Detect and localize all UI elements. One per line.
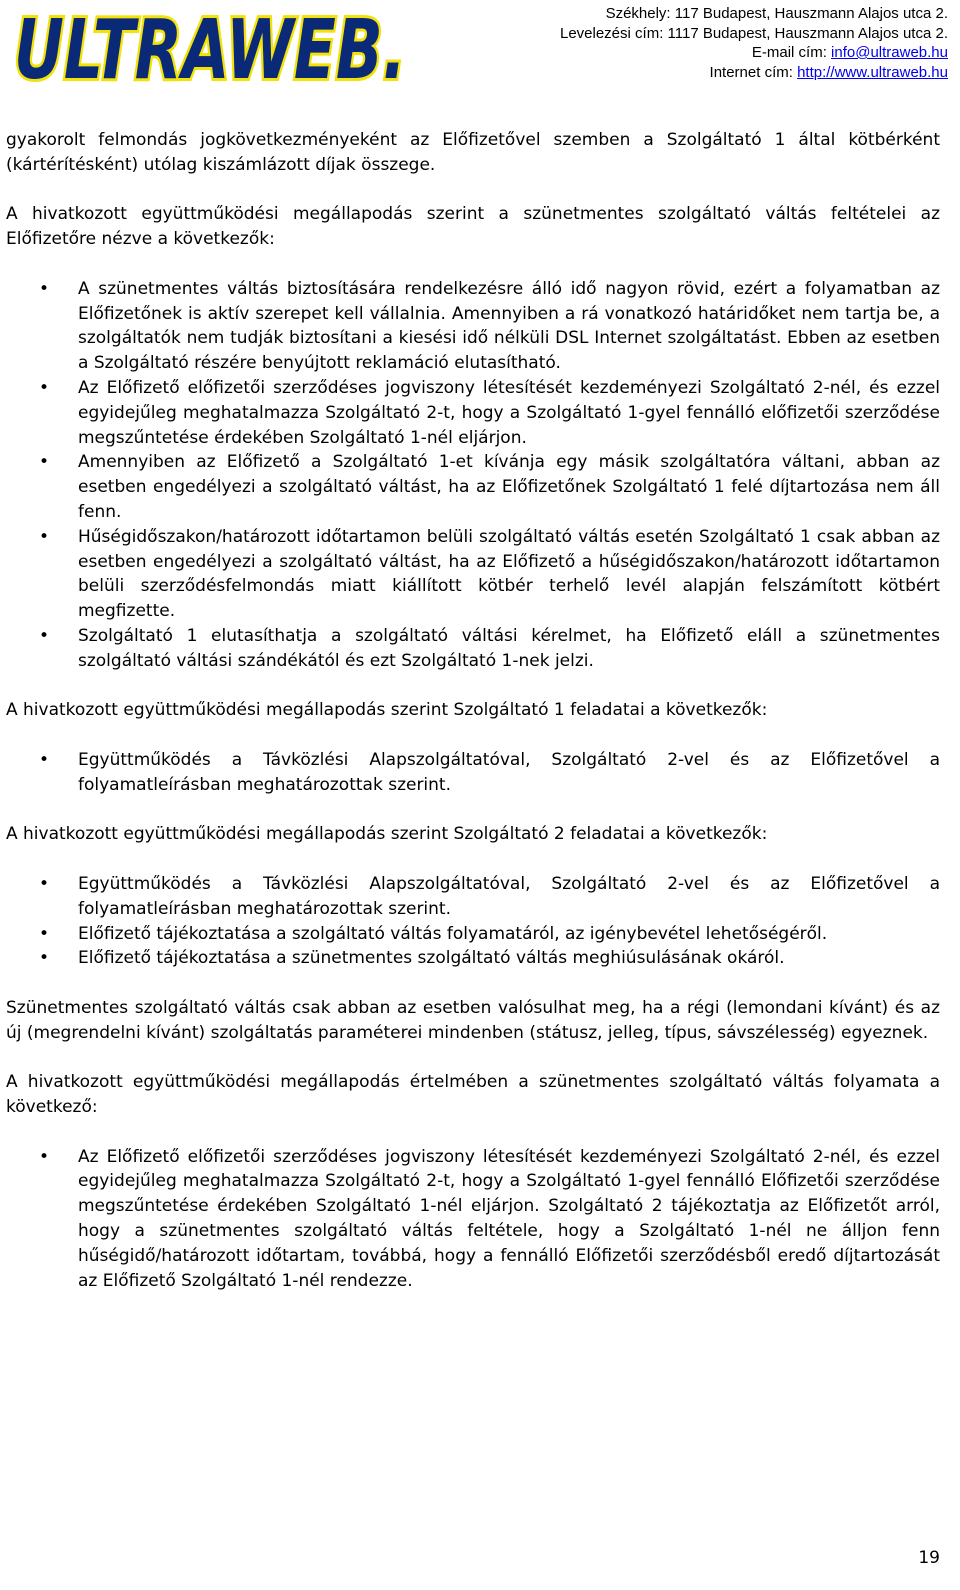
page-header — [0, 0, 960, 104]
document-body — [6, 128, 940, 1318]
mail-address-line: Levelezési cím: 1117 Budapest, Hauszmann Alajos utca 2. — [559, 24, 948, 42]
list-item: • Előfizető tájékoztatása a szünetmentes szolgáltató váltás meghiúsulásának okáról. — [78, 946, 940, 971]
paragraph-2: A hivatkozott együttműködési megállapodás szerint a szünetmentes szolgáltató váltás feltételei az Előfizetőre nézve a következők: — [6, 204, 940, 250]
list-item: • Együttműködés a Távközlési Alapszolgáltatóval, Szolgáltató 2-vel és az Előfizetővel a folyamatleírásban meghatározottak szerint. — [78, 872, 940, 922]
provider-2-tasks-list — [6, 872, 940, 971]
email-line — [560, 43, 948, 63]
logo-text-outline: ULTRAWEB. — [14, 4, 406, 98]
list-item: • Előfizető tájékoztatása a szolgáltató váltás folyamatáról, az igénybevétel lehetőségéről. — [78, 922, 940, 947]
logo-text: ULTRAWEB. — [14, 4, 406, 98]
list-item: • Hűségidőszakon/határozott időtartamon belüli szolgáltató váltás esetén Szolgáltató 1 csak abban az esetben engedélyezi a szolgáltató váltást, ha az Előfizető a hűségidőszakon/határozott időtartamon belüli szerződésfelmondás miatt kiállított kötbér terhelő levél alapján felszámított kötbért megfizette. — [78, 525, 940, 624]
list-item: • Az Előfizető előfizetői szerződéses jogviszony létesítését kezdeményezi Szolgáltató 2-nél, és ezzel egyidejűleg meghatalmazza Szolgáltató 2-t, hogy a Szolgáltató 1-gyel fennálló előfizetői szerződése megszűntetése érdekében Szolgáltató 1-nél eljárjon. — [78, 376, 940, 450]
website-link[interactable]: http://www.ultraweb.hu — [797, 63, 948, 81]
website-label: Internet cím: — [709, 63, 793, 81]
ultraweb-logo — [6, 4, 416, 98]
process-list — [6, 1145, 940, 1294]
list-item: • Az Előfizető előfizetői szerződéses jogviszony létesítését kezdeményezi Szolgáltató 2-nél, és ezzel egyidejűleg meghatalmazza Szolgáltató 2-t, hogy a Szolgáltató 1-gyel fennálló Előfizetői szerződése megszűntetése érdekében Szolgáltató 1-nél eljárjon. Szolgáltató 2 tájékoztatja az Előfizetőt arról, hogy a szünetmentes szolgáltató váltás feltétele, hogy a Szolgáltató 1-nél ne álljon fenn hűségidő/határozott időtartam, továbbá, hogy a fennálló Előfizetői szerződésből eredő díjtartozását az Előfizető Szolgáltató 1-nél rendezze. — [78, 1145, 940, 1294]
paragraph-1: gyakorolt felmondás jogkövetkezményeként az Előfizetővel szemben a Szolgáltató 1 által kötbérként (kártérítésként) utólag kiszámlázott díjak összege. — [6, 130, 940, 175]
conditions-list — [6, 277, 940, 674]
list-item: • A szünetmentes váltás biztosítására rendelkezésre álló idő nagyon rövid, ezért a folyamatban az Előfizetőnek is aktív szerepet kell vállalnia. Amennyiben a rá vonatkozó határidőket nem tartja be, a szolgáltatók nem tudják biztosítani a kiesési idő nélküli DSL Internet szolgáltatást. Ebben az esetben a Szolgáltató részére benyújtott reklamáció elutasítható. — [78, 277, 940, 376]
paragraph-3: A hivatkozott együttműködési megállapodás szerint Szolgáltató 1 feladatai a következők: — [6, 700, 768, 721]
email-link[interactable]: info@ultraweb.hu — [831, 44, 948, 61]
email-label: E-mail cím: — [751, 44, 827, 61]
list-item: • Együttműködés a Távközlési Alapszolgáltatóval, Szolgáltató 2-vel és az Előfizetővel a folyamatleírásban meghatározottak szerint. — [78, 748, 940, 798]
list-item: • Szolgáltató 1 elutasíthatja a szolgáltató váltási kérelmet, ha Előfizető eláll a szünetmentes szolgáltató váltási szándékától és ezt Szolgáltató 1-nek jelzi. — [78, 624, 940, 674]
paragraph-5: Szünetmentes szolgáltató váltás csak abban az esetben valósulhat meg, ha a régi (lemondani kívánt) és az új (megrendelni kívánt) szolgáltatás paraméterei mindenben (státusz, jelleg, típus, sávszélesség) egyeznek. — [6, 997, 940, 1043]
page-number: 19 — [918, 1548, 940, 1568]
website-line — [560, 63, 948, 83]
provider-1-tasks-list — [6, 748, 940, 798]
paragraph-6: A hivatkozott együttműködési megállapodás értelmében a szünetmentes szolgáltató váltás folyamata a következő: — [6, 1072, 940, 1118]
contact-block — [560, 4, 948, 82]
address-line: Székhely: 117 Budapest, Hauszmann Alajos utca 2. — [605, 5, 948, 22]
list-item: • Amennyiben az Előfizető a Szolgáltató 1-et kívánja egy másik szolgáltatóra váltani, abban az esetben engedélyezi a szolgáltató váltást, ha az Előfizetőnek Szolgáltató 1 felé díjtartozása nem áll fenn. — [78, 450, 940, 524]
paragraph-4: A hivatkozott együttműködési megállapodás szerint Szolgáltató 2 feladatai a következők: — [6, 824, 768, 845]
